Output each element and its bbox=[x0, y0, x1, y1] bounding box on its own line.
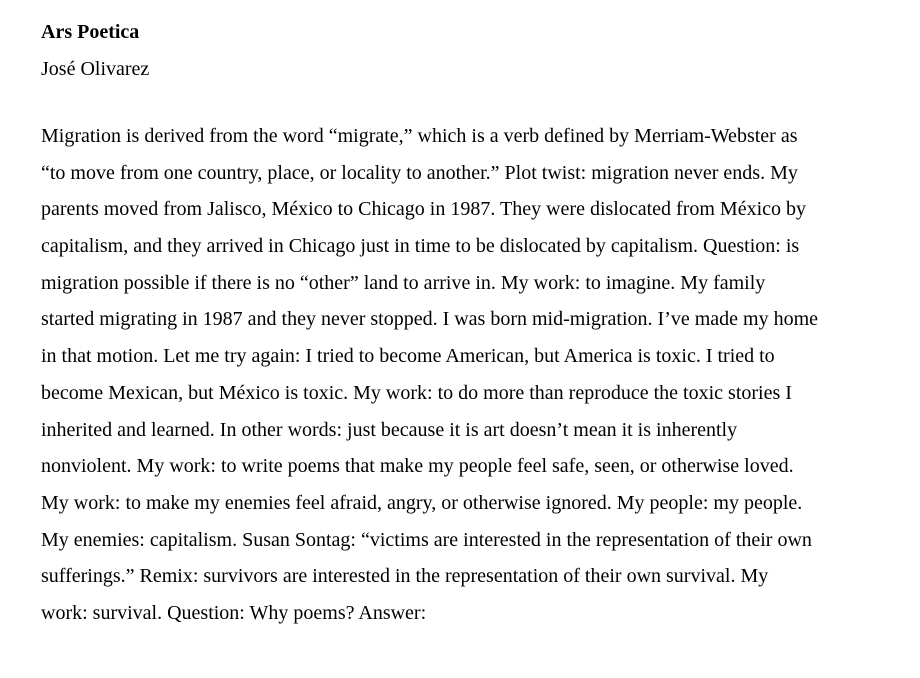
poem-title: Ars Poetica bbox=[41, 21, 140, 43]
poem-line: My enemies: capitalism. Susan Sontag: “victims are interested in the representation of their own bbox=[41, 528, 812, 551]
poem-line: work: survival. Question: Why poems? Answer: bbox=[41, 601, 427, 624]
poem-author: José Olivarez bbox=[41, 58, 150, 80]
poem-line: sufferings.” Remix: survivors are interested in the representation of their own survival. My bbox=[41, 565, 769, 588]
poem-line: parents moved from Jalisco, México to Chicago in 1987. They were dislocated from México by bbox=[41, 198, 806, 221]
poem-body bbox=[41, 124, 920, 638]
poem-line: capitalism, and they arrived in Chicago just in time to be dislocated by capitalism. Question: is bbox=[41, 235, 800, 258]
poem-line: in that motion. Let me try again: I tried to become American, but America is toxic. I tried to bbox=[41, 345, 775, 368]
poem-line: started migrating in 1987 and they never stopped. I was born mid-migration. I’ve made my home bbox=[41, 308, 819, 331]
poem-line: “to move from one country, place, or locality to another.” Plot twist: migration never ends. My bbox=[41, 161, 798, 184]
poem-line: Migration is derived from the word “migrate,” which is a verb defined by Merriam-Webster as bbox=[41, 125, 798, 147]
poem-line: migration possible if there is no “other” land to arrive in. My work: to imagine. My family bbox=[41, 271, 766, 294]
poem-line: inherited and learned. In other words: just because it is art doesn’t mean it is inherently bbox=[41, 418, 738, 441]
poem-line: become Mexican, but México is toxic. My work: to do more than reproduce the toxic stories I bbox=[41, 381, 792, 404]
poem-line: nonviolent. My work: to write poems that make my people feel safe, seen, or otherwise loved. bbox=[41, 455, 794, 478]
poem-line: My work: to make my enemies feel afraid, angry, or otherwise ignored. My people: my people. bbox=[41, 491, 803, 514]
